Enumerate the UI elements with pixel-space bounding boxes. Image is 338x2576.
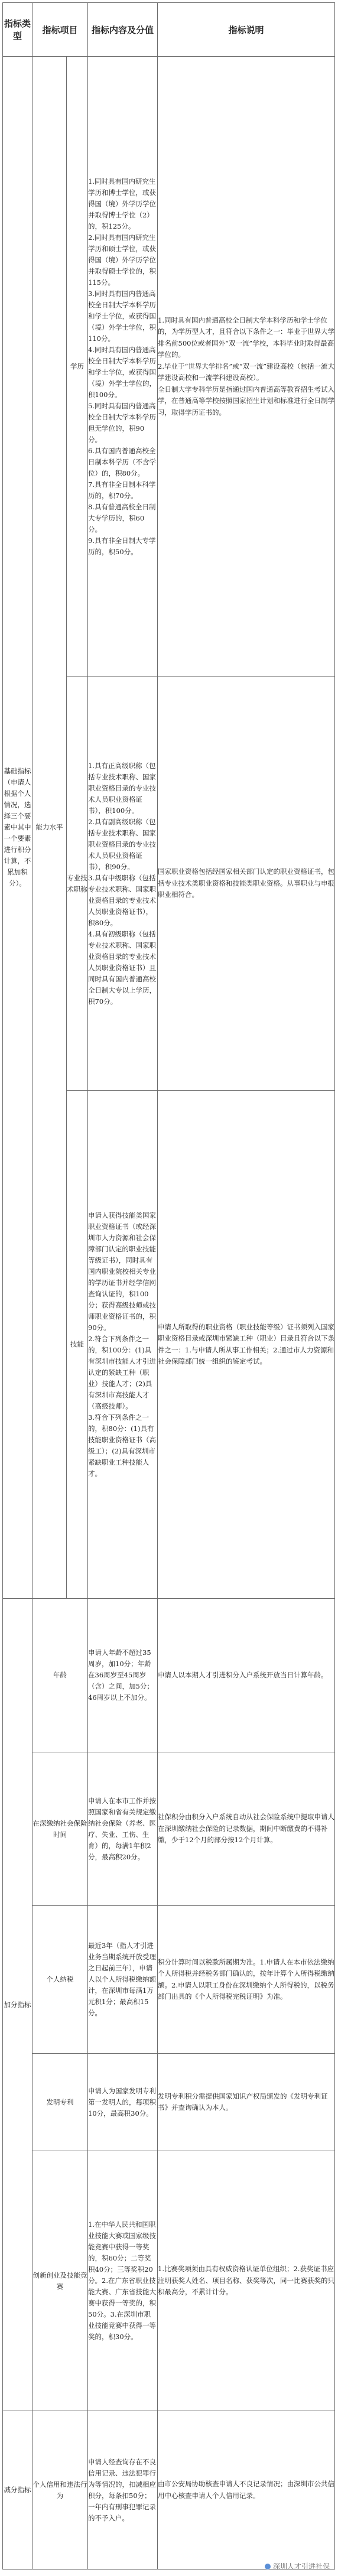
item-education: 学历: [67, 57, 88, 677]
header-item: 指标项目: [32, 3, 88, 57]
social-content: 申请人在本市工作并按照国家和省有关规定缴纳社会保险（养老、医疗、失业、工伤、生育）的，每满1年积2分，最高积20分。: [88, 1752, 158, 1906]
item-social: 在深缴纳社会保险时间: [32, 1752, 88, 1906]
credit-content: 申请人经查询存在不良信用记录、违法犯罪行为等情况的，扣减相应积分，每条扣50分；一年内有刑事犯罪记录的不予入户。: [88, 2411, 158, 2570]
skills-content: [88, 1091, 158, 1599]
education-item-6: 6.具有国内普通高校全日制本科学历（不含学位）的，积80分。: [88, 446, 157, 477]
education-item-8: 8.具有普通高校全日制大专学历的，积60分。: [88, 502, 156, 534]
innovation-content: 1.在中华人民共和国职业技能大赛或国家级技能竞赛中获得一等奖的，积60分；二等奖积40分；三等奖积20分。2.在广东省职业技能大赛、广东省技能大赛中获得一等奖的，积50分。3.在深圳市职业技能竞赛中获得一等奖的，积30分。: [88, 2151, 158, 2411]
age-note: 申请人以本期人才引进积分入户系统开放当日计算年龄。: [158, 1599, 335, 1752]
education-content: [88, 57, 158, 677]
education-note: [158, 57, 335, 677]
watermark-logo-icon: [265, 2564, 271, 2570]
patent-content: 申请人为国家发明专利第一发明人的，每项积10分，最高积30分。: [88, 2054, 158, 2151]
watermark-text: 深圳人才引进社保: [272, 2562, 330, 2571]
item-technical: 专业技术职称: [67, 677, 88, 1091]
education-note-1: 1.同时具有国内普通高校全日制大学本科学历和学士学位的，为学历型人才，且符合以下条件之一：毕业于世界大学排名前500位或者国外“双一流”学校，本科毕业时取得最高学位的。: [158, 316, 335, 359]
education-note-3: 全日制大学专科学历是指通过国内普通高等教育招生考试入学，在普通高等学校按照国家招生计划和标准进行全日制学习，取得学历证书的。: [158, 385, 335, 417]
education-item-1: 1.同时具有国内研究生学历和博士学位，或获得国（境）外学历学位并取得博士学位（2）的，积125分。: [88, 177, 157, 230]
education-item-2: 2.同时具有国内研究生学历和硕士学位，或获得国（境）外学历学位并取得硕士学位的，积115分。: [88, 233, 157, 287]
tax-note: 积分计算时间以税款所属期为准。1.申请人在本市依法缴纳个人所得税并经税务部门确认的，按年计算个人所得税缴纳额。2.申请人以职工身份在深圳缴纳个人所得税的，以税务部门出具的《个人所得税完税证明》为准。: [158, 1906, 335, 2054]
group-deduct: 减分指标: [3, 2411, 32, 2570]
age-content: 申请人年龄不超过35周岁，加10分；年龄在36周岁至45周岁（含）之间，加5分；46周岁以上不加分。: [88, 1599, 158, 1752]
technical-item-3: 3.具有中级职称（包括专业技术职称、国家职业资格目录的专业技术人员职业资格证书），积80分。: [88, 873, 157, 927]
education-item-7: 7.具有非全日制本科学历的，积70分。: [88, 480, 156, 500]
technical-note: 国家职业资格包括经国家相关部门认定的职业资格证书，包括专业技术类职业资格和技能类职业资格。从事职业与申报职业相符合。: [158, 677, 335, 1091]
item-age: 年龄: [32, 1599, 88, 1752]
technical-item-4: 4.具有初级职称（包括专业技术职称、国家职业资格目录的专业技术人员职业资格证书）且同时具有国内普通高校全日制大专以上学历，积70分。: [88, 929, 157, 1006]
technical-item-2: 2.具有副高级职称（包括专业技术职称、国家职业资格目录的专业技术人员职业资格证书），积90分。: [88, 817, 157, 871]
skills-item-3: 3.符合下列条件之一的，积80分：(1)具有技能职业资格证书（高级工）；(2)具有深圳市紧缺职业工种技能人才。: [88, 1413, 157, 1478]
social-note: 社保积分由积分入户系统自动从社会保险系统中提取申请人在深圳缴纳社会保险的记录数据，期间中断缴费的不得补缴，少于12个月的部分按12个月计算。: [158, 1752, 335, 1906]
item-credit: 个人信用和违法行为: [32, 2411, 88, 2570]
policy-table: [2, 2, 335, 2570]
group-basic: 基础指标（申请人根据个人情况，选择三个要素中其中一个要素进行积分计算，不累加积分）。: [3, 57, 32, 1599]
credit-note: 由市公安局协助核查申请人不良记录情况；由深圳市公共信用中心核查申请人个人信用记录。: [158, 2411, 335, 2570]
item-innovation: 创新创业及技能竞赛: [32, 2151, 88, 2411]
header-row: [3, 3, 335, 57]
header-note: 指标说明: [158, 3, 335, 57]
item-tax: 个人纳税: [32, 1906, 88, 2054]
education-note-2: 2.毕业于“世界大学排名”或“双一流”建设高校（包括一流大学建设高校和一流学科建设高校）。: [158, 362, 335, 382]
skills-item-2: 2.符合下列条件之一的，积100分：(1)具有深圳市技能人才引进认定的紧缺工种（职业）技能人才；(2)具有深圳市高技能人才（高级技师）。: [88, 1334, 157, 1410]
technical-item-1: 1.具有正高级职称（包括专业技术职称、国家职业资格目录的专业技术人员职业资格证书），积100分。: [88, 761, 157, 815]
item-patent: 发明专利: [32, 2054, 88, 2151]
education-item-5: 5.同时具有国内普通高校全日制大学本科学历但无学位的，积90分。: [88, 401, 157, 444]
innovation-note: 1.比赛奖项须由具有权威资格认证单位组织；2.获奖证书应注明获奖人姓名、项目名称、获奖等次，同一比赛获奖的只积最高分，不累计计分。: [158, 2151, 335, 2411]
header-content: 指标内容及分值: [88, 3, 158, 57]
skills-item-1: 申请人获得技能类国家职业资格证书（或经深圳市人力资源和社会保障部门认定的职业技能等级证书），同时具有国内职业院校相关专业的学历证书并经学信网查询认证的，积100分；获得高级技师或技师职业资格证书的，积90分。: [88, 1211, 157, 1332]
skills-note: 申请人所取得的职业资格（职业技能等级）证书须列入国家职业资格目录或深圳市紧缺工种（职业）目录且符合以下条件之一：1.与申请人所从事工作相关；2.通过市人力资源和社会保障部门统一组织的鉴定考试。: [158, 1091, 335, 1599]
tax-content: 最近3年（指人才引进业务当期系统开放受理之日起前三年），申请人以个人所得税缴纳额计，在深圳市每满1万元积1分；最高积15分。: [88, 1906, 158, 2054]
education-item-3: 3.同时具有国内普通高校全日制大学本科学历和学士学位，或获得国（境）外学士学位，积110分。: [88, 289, 157, 343]
group-ability: 能力水平: [32, 57, 67, 1599]
education-item-4: 4.同时具有国内普通高校全日制大学本科学历和学士学位，或获得国（境）外学士学位的，积100分。: [88, 345, 157, 399]
watermark: [265, 2561, 330, 2571]
item-skills: 技能: [67, 1091, 88, 1599]
patent-note: 发明专利积分需提供国家知识产权局颁发的《发明专利证书》并查询确认为本人。: [158, 2054, 335, 2151]
header-type: 指标类型: [3, 3, 32, 57]
education-item-9: 9.具有非全日制大专学历的，积50分。: [88, 536, 156, 556]
group-bonus: 加分指标: [3, 1599, 32, 2411]
technical-content: [88, 677, 158, 1091]
